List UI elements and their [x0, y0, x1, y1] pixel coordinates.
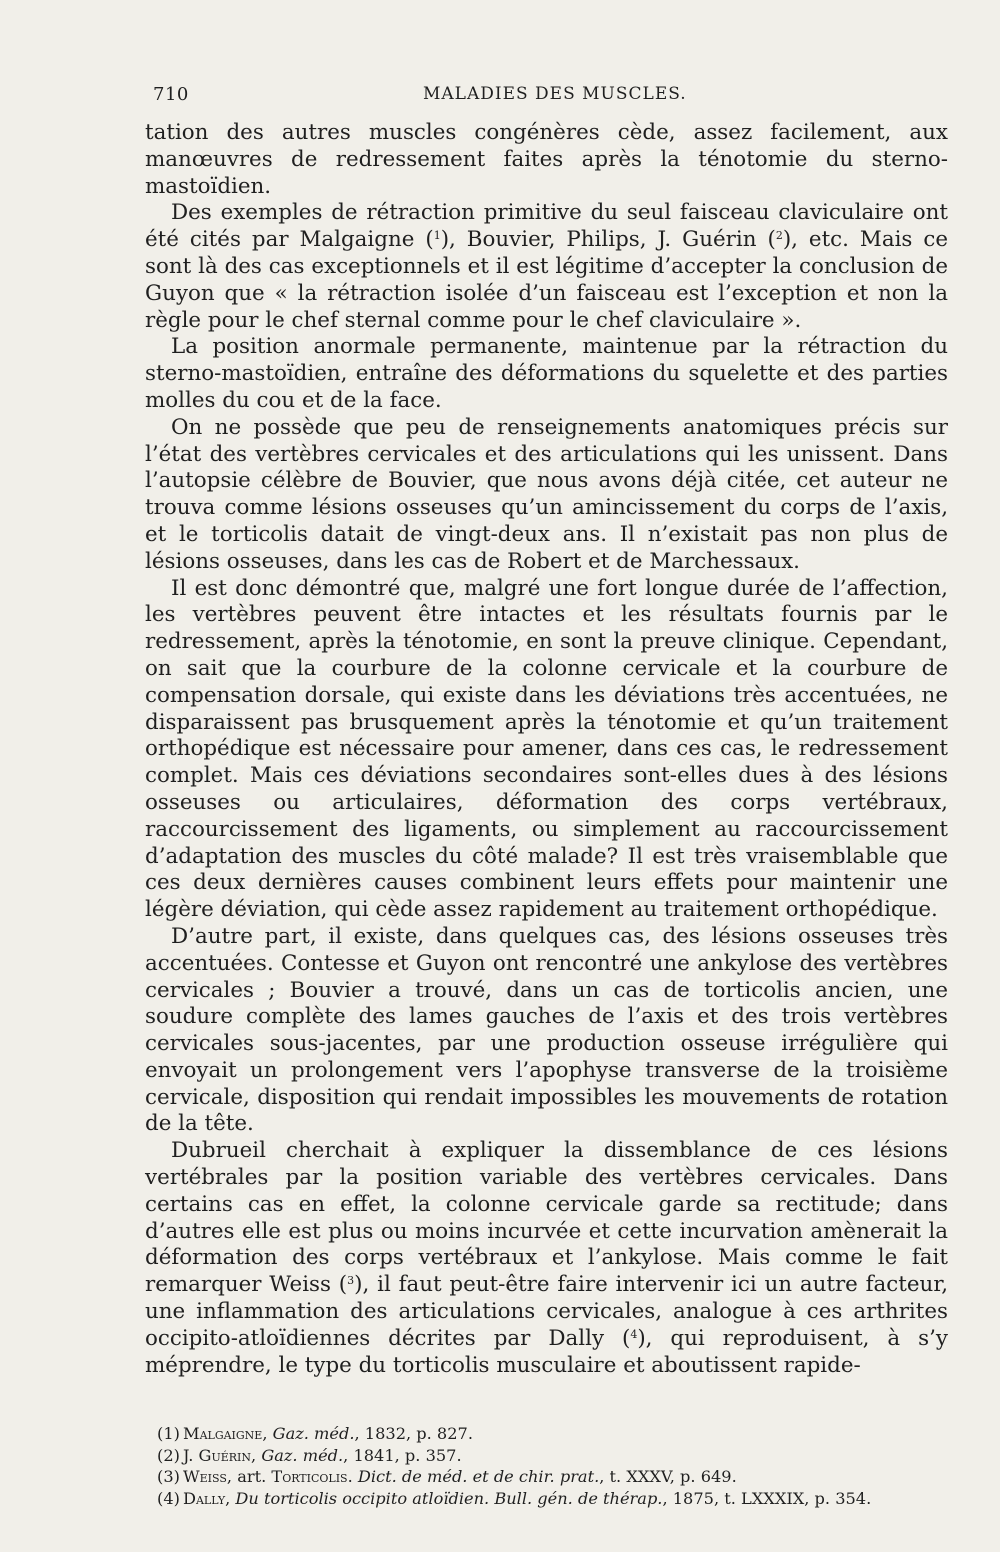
footnotes [157, 1423, 948, 1509]
footnote-mark: (3) [157, 1467, 180, 1487]
paragraph-text: D’autre part, il existe, dans quelques cas, des lésions osseuses très accentuées. Contesse et Guyon ont rencontré une ankylose des vertèbres cervicales ; Bouvier a trouvé, dans un cas de torticolis ancien, une soudure complète des lames gauches de l’axis et des trois vertèbres cervicales sous-jacentes, par une production osseuse irrégulière qui envoyait un prolongement vers l’apophyse transverse de la troisième cervicale, disposition qui rendait impossibles les mouvements de rotation de la tête. [145, 923, 948, 1137]
footnote-reference: , 1875, t. LXXXIX, p. 354. [662, 1488, 872, 1508]
paragraph-2 [145, 200, 948, 334]
running-head [145, 84, 948, 114]
footnote-mark: (1) [157, 1424, 180, 1444]
running-title: MALADIES DES MUSCLES. [423, 84, 687, 104]
footnote-title: Dict. de méd. et de chir. prat. [357, 1467, 600, 1487]
paragraph-text: ), qui reproduisent, à s’y méprendre, le type du torticolis musculaire et aboutissent rapide- [145, 1325, 948, 1378]
body-text [145, 120, 948, 1379]
footnote-reference: , 1841, p. 357. [343, 1445, 462, 1465]
footnote-author: Dally, [183, 1488, 231, 1508]
footnote-3 [157, 1466, 948, 1488]
paragraph-text: Il est donc démontré que, malgré une fort longue durée de l’affection, les vertèbres peuvent être intactes et les résultats fournis par le redressement, après la ténotomie, en sont la preuve clinique. Cependant, on sait que la courbure de la colonne cervicale et la courbure de compensation dorsale, qui existe dans les déviations très accentuées, ne disparaissent pas brusquement après la ténotomie et qu’un traitement orthopédique est nécessaire pour amener, dans ces cas, le redressement complet. Mais ces déviations secondaires sont-elles dues à des lésions osseuses ou articulaires, déformation des corps vertébraux, raccourcissement des ligaments, ou simplement au raccourcissement d’adaptation des muscles du côté malade? Il est très vraisemblable que ces deux dernières causes combinent leurs effets pour maintenir une légère déviation, qui cède assez rapidement au traitement orthopédique. [145, 575, 948, 923]
footnote-title: Gaz. méd. [261, 1445, 344, 1465]
paragraph-text: ), il faut peut-être faire intervenir ici un autre facteur, une inflammation des articulations cervicales, analogue à ces arthrites occipito-atloïdiennes décrites par Dally ( [145, 1272, 948, 1351]
footnote-1 [157, 1423, 948, 1445]
footnote-article: Torticolis. [271, 1467, 353, 1487]
footnote-reference: , t. XXXV, p. 649. [599, 1467, 737, 1487]
note-ref: 2 [775, 229, 783, 243]
paragraph-7 [145, 1138, 948, 1379]
note-ref: 1 [433, 229, 441, 243]
paragraph-text: On ne possède que peu de renseignements anatomiques précis sur l’état des vertèbres cervicales et des articulations qui les unissent. Dans l’autopsie célèbre de Bouvier, que nous avons déjà citée, cet auteur ne trouva comme lésions osseuses qu’un amincissement du corps de l’axis, et le torticolis datait de vingt-deux ans. Il n’existait pas non plus de lésions osseuses, dans les cas de Robert et de Marchessaux. [145, 414, 948, 574]
footnote-mark: (2) [157, 1445, 180, 1465]
paragraph-5 [145, 576, 948, 924]
paragraph-text: Dubrueil cherchait à expliquer la dissemblance de ces lésions vertébrales par la position variable des vertèbres cervicales. Dans certains cas en effet, la colonne cervicale garde sa rectitude; dans d’autres elle est plus ou moins incurvée et cette incurvation amènerait la déformation des corps vertébraux et l’ankylose. Mais comme le fait remarquer Weiss ( [145, 1138, 948, 1298]
footnote-2 [157, 1445, 948, 1467]
footnote-title: Gaz. méd. [272, 1424, 355, 1444]
footnote-title: Du torticolis occipito atloïdien. Bull. gén. de thérap. [235, 1488, 663, 1508]
footnote-author: Weiss, [183, 1467, 233, 1487]
paragraph-text: La position anormale permanente, maintenue par la rétraction du sterno-mastoïdien, entraîne des déformations du squelette et des parties molles du cou et de la face. [145, 334, 948, 413]
footnote-mark: (4) [157, 1488, 180, 1508]
footnote-4 [157, 1488, 948, 1510]
paragraph-1 [145, 120, 948, 200]
footnote-reference: , 1832, p. 827. [354, 1424, 473, 1444]
footnote-author: J. Guérin, [183, 1445, 257, 1465]
footnote-author: Malgaigne, [183, 1424, 268, 1444]
note-ref: 3 [347, 1274, 355, 1288]
paragraph-text: tation des autres muscles congénères cède, assez facilement, aux manœuvres de redressement faites après la ténotomie du sterno-mastoïdien. [145, 120, 948, 199]
paragraph-text: Des exemples de rétraction primitive du seul faisceau claviculaire ont été cités par Malgaigne ( [145, 200, 948, 253]
paragraph-6 [145, 924, 948, 1138]
page-number: 710 [153, 84, 189, 105]
paragraph-text: ), etc. Mais ce sont là des cas exceptionnels et il est légitime d’accepter la conclusion de Guyon que « la rétraction isolée d’un faisceau est l’exception et non la règle pour le chef sternal comme pour le chef claviculaire ». [145, 227, 948, 333]
note-ref: 4 [630, 1327, 638, 1341]
paragraph-text: ), Bouvier, Philips, J. Guérin ( [440, 227, 776, 253]
footnote-reference: art. [232, 1467, 272, 1487]
paragraph-4 [145, 415, 948, 576]
paragraph-3 [145, 334, 948, 414]
